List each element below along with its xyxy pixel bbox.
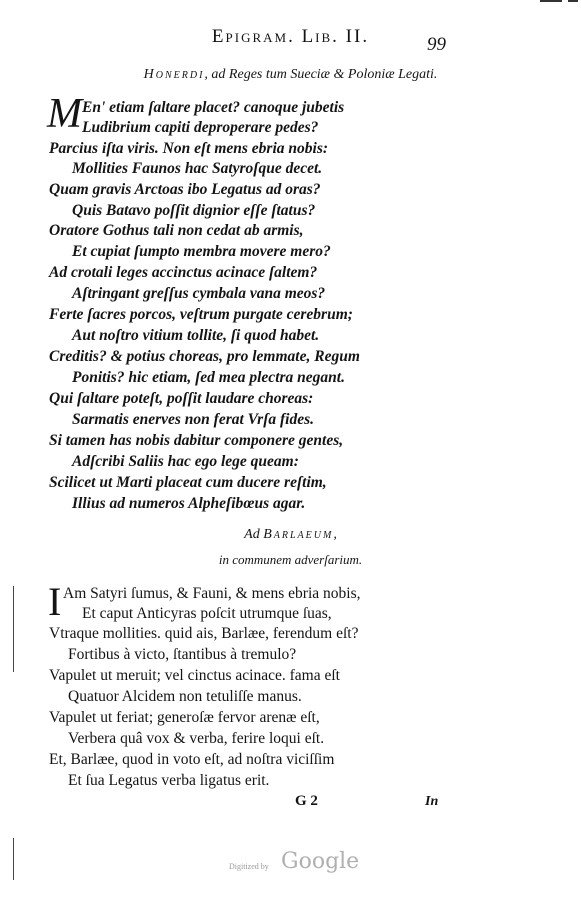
verse-line: Vtraque mollities. quid ais, Barlæe, ferendum eſt?	[49, 625, 359, 642]
verse-line: Creditis? & potius choreas, pro lemmate, Regum	[49, 348, 360, 365]
margin-bracket	[13, 586, 14, 672]
verse-line: Adſcribi Saliis hac ego lege queam:	[72, 453, 299, 470]
verse-line: Aut noſtro vitium tollite, ſi quod habet.	[72, 327, 320, 344]
verse-line: Ad crotali leges accinctus acinace ſaltem?	[49, 264, 318, 281]
poem-title	[0, 527, 581, 543]
verse-line: En' etiam ſaltare placet? canoque jubetis	[82, 99, 345, 116]
verse-line: Qui ſaltare poteſt, poſſit laudare choreas:	[49, 390, 314, 407]
verse-line: Vapulet ut feriat; generoſæ fervor arenæ eſt,	[49, 709, 320, 726]
verse-line: Quis Batavo poſſit dignior eſſe ſtatus?	[72, 202, 316, 219]
verse-line: Et caput Anticyras poſcit utrumque ſuas,	[82, 605, 332, 622]
signature-mark: G 2	[295, 793, 318, 809]
verse-line: Et, Barlæe, quod in voto eſt, ad noſtra viciſſim	[49, 751, 335, 768]
verse-line: Vapulet ut meruit; vel cinctus acinace. fama eſt	[49, 667, 340, 684]
page-corner-mark	[540, 0, 562, 2]
verse-line: Verbera quâ vox & verba, ferire loqui eſt.	[68, 730, 325, 747]
verse-line: Am Satyri ſumus, & Fauni, & mens ebria nobis,	[63, 585, 361, 602]
verse-line: Ferte ſacres porcos, veſtrum purgate cerebrum;	[49, 306, 353, 323]
margin-bracket	[13, 838, 14, 880]
running-head: Epigram. Lib. II.	[211, 26, 370, 47]
page-number: 99	[427, 34, 446, 55]
verse-line: Aſtringant greſſus cymbala vana meos?	[72, 285, 326, 302]
poem-title-name: Barlaeum	[263, 527, 334, 542]
poem-title-prefix: Ad	[244, 527, 260, 542]
drop-capital: M	[47, 91, 82, 137]
verse-line: Et ſua Legatus verba ligatus erit.	[68, 772, 270, 789]
poem-title-author: Honerdi	[143, 67, 205, 82]
verse-line: Illius ad numeros Alpheſibœus agar.	[72, 495, 306, 512]
digitizer-logo: Google	[281, 849, 360, 874]
verse-line: Ponitis? hic etiam, ſed mea plectra negant.	[72, 369, 345, 386]
verse-line: Quam gravis Arctoas ibo Legatus ad oras?	[49, 181, 321, 198]
verse-line: Ludibrium capiti deproperare pedes?	[82, 119, 319, 136]
poem-title	[0, 67, 581, 83]
drop-capital: I	[48, 579, 62, 624]
verse-line: Fortibus à victo, ſtantibus à tremulo?	[68, 646, 297, 663]
verse-line: Sarmatis enerves non ferat Vrſa fides.	[72, 411, 314, 428]
verse-line: Scilicet ut Marti placeat cum ducere reſtim,	[49, 474, 327, 491]
verse-line: Oratore Gothus tali non cedat ab armis,	[49, 222, 304, 239]
verse-line: Quatuor Alcidem non tetuliſſe manus.	[68, 688, 302, 705]
catchword: In	[425, 794, 439, 809]
poem-subtitle: in communem adverſarium.	[218, 552, 363, 567]
verse-line: Si tamen has nobis dabitur componere gentes,	[49, 432, 344, 449]
verse-line: Parcius iſta viris. Non eſt mens ebria nobis:	[49, 140, 329, 157]
poem-title-rest: , ad Reges tum Sueciæ & Poloniæ Legati.	[204, 67, 438, 82]
poem-title-end: ,	[333, 527, 337, 542]
verse-line: Et cupiat ſumpto membra movere mero?	[72, 243, 331, 260]
digitized-by-label: Digitized by	[229, 862, 269, 871]
verse-line: Mollities Faunos hac Satyroſque decet.	[72, 160, 323, 177]
page-corner-mark	[568, 0, 578, 2]
